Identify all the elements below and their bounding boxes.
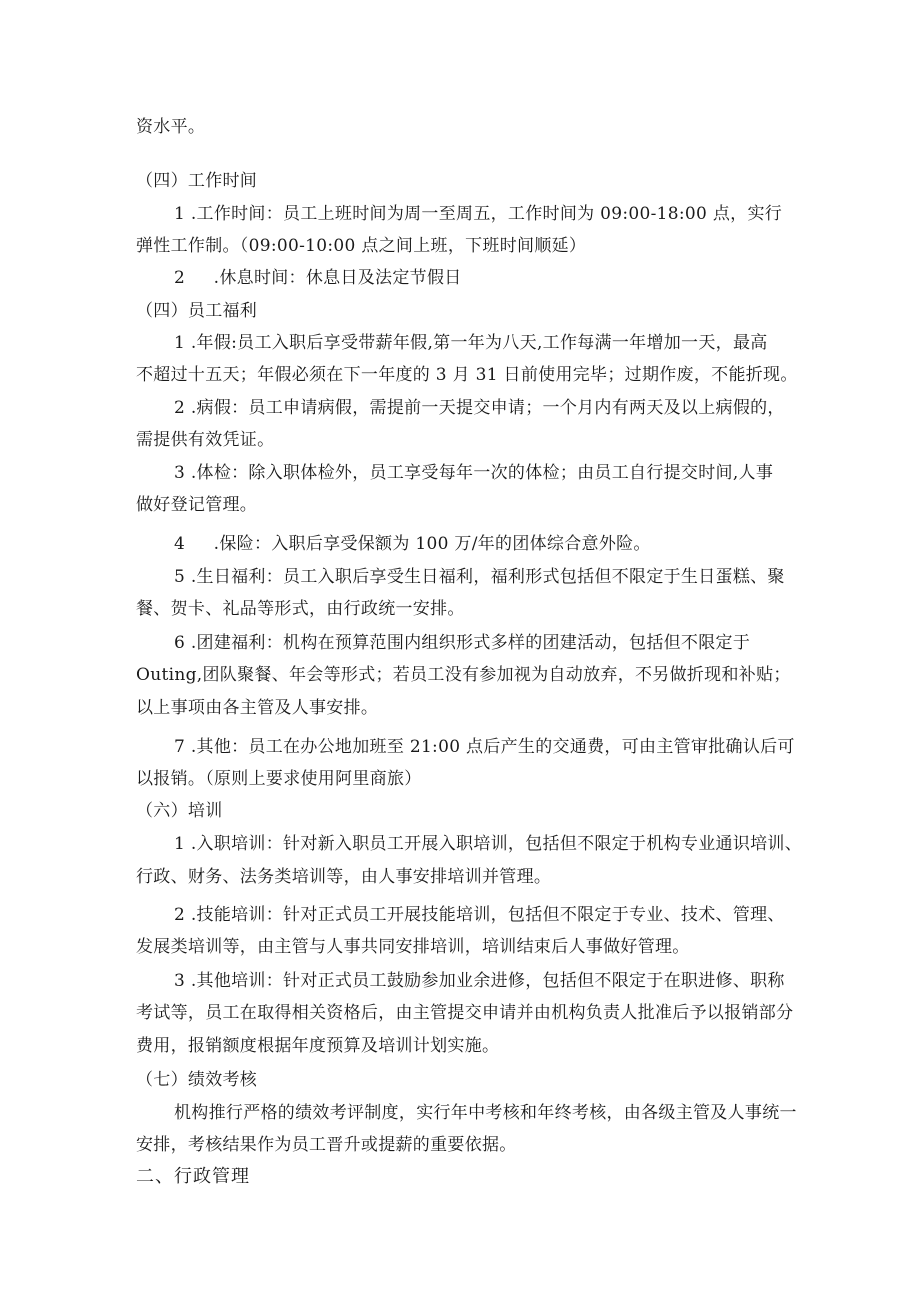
work-time-item-1-line-1: 1 .工作时间：员工上班时间为周一至周五，工作时间为 09:00-18:00 点，实行 — [174, 204, 783, 224]
work-time-heading: （四）工作时间 — [136, 171, 258, 191]
benefits-item-5-line-2: 餐、贺卡、礼品等形式，由行政统一安排。 — [136, 599, 465, 619]
benefits-item-6-line-3: 以上事项由各主管及人事安排。 — [136, 698, 379, 718]
benefits-item-7-line-1: 7 .其他：员工在办公地加班至 21:00 点后产生的交通费，可由主管审批确认后可 — [174, 737, 795, 757]
training-item-3-line-1: 3 .其他培训：针对正式员工鼓励参加业余进修，包括但不限定于在职进修、职称 — [174, 971, 785, 991]
training-item-2-line-2: 发展类培训等，由主管与人事共同安排培训，培训结束后人事做好管理。 — [136, 937, 690, 957]
training-item-3-line-3: 费用，报销额度根据年度预算及培训计划实施。 — [136, 1036, 500, 1056]
benefits-item-6-line-2: Outing,团队聚餐、年会等形式；若员工没有参加视为自动放弃，不另做折现和补贴； — [136, 665, 791, 685]
training-item-1-line-2: 行政、财务、法务类培训等，由人事安排培训并管理。 — [136, 867, 552, 887]
benefits-item-3-line-1: 3 .体检：除入职体检外，员工享受每年一次的体检；由员工自行提交时间,人事 — [174, 463, 774, 483]
performance-line-2: 安排，考核结果作为员工晋升或提薪的重要依据。 — [136, 1135, 517, 1155]
section-2-title: 二、行政管理 — [136, 1166, 250, 1187]
training-item-2-line-1: 2 .技能培训：针对正式员工开展技能培训，包括但不限定于专业、技术、管理、 — [174, 905, 785, 925]
benefits-heading: （四）员工福利 — [136, 301, 258, 321]
benefits-item-4: 4 .保险：入职后享受保额为 100 万/年的团体综合意外险。 — [174, 534, 651, 554]
work-time-item-2: 2 .休息时间：休息日及法定节假日 — [174, 268, 462, 288]
work-time-item-1-line-2: 弹性工作制。（09:00-10:00 点之间上班，下班时间顺延） — [136, 236, 587, 256]
benefits-item-1-line-2: 不超过十五天；年假必须在下一年度的 3 月 31 日前使用完毕；过期作废，不能折现。 — [136, 365, 798, 385]
benefits-item-5-line-1: 5 .生日福利：员工入职后享受生日福利，福利形式包括但不限定于生日蛋糕、聚 — [174, 567, 785, 587]
training-heading: （六）培训 — [136, 801, 223, 821]
benefits-item-3-line-2: 做好登记管理。 — [136, 495, 258, 515]
benefits-item-1-line-1: 1 .年假:员工入职后享受带薪年假,第一年为八天,工作每满一年增加一天，最高 — [174, 333, 768, 353]
benefits-item-2-line-2: 需提供有效凭证。 — [136, 430, 275, 450]
benefits-item-6-line-1: 6 .团建福利：机构在预算范围内组织形式多样的团建活动，包括但不限定于 — [174, 633, 751, 653]
intro-text: 资水平。 — [136, 117, 206, 137]
training-item-3-line-2: 考试等，员工在取得相关资格后，由主管提交申请并由机构负责人批准后予以报销部分 — [136, 1003, 794, 1023]
performance-line-1: 机构推行严格的绩效考评制度，实行年中考核和年终考核，由各级主管及人事统一 — [174, 1103, 797, 1123]
benefits-item-7-line-2: 以报销。（原则上要求使用阿里商旅） — [136, 769, 422, 789]
training-item-1-line-1: 1 .入职培训：针对新入职员工开展入职培训，包括但不限定于机构专业通识培训、 — [174, 834, 803, 854]
benefits-item-2-line-1: 2 .病假：员工申请病假，需提前一天提交申请；一个月内有两天及以上病假的， — [174, 398, 785, 418]
performance-heading: （七）绩效考核 — [136, 1070, 258, 1090]
